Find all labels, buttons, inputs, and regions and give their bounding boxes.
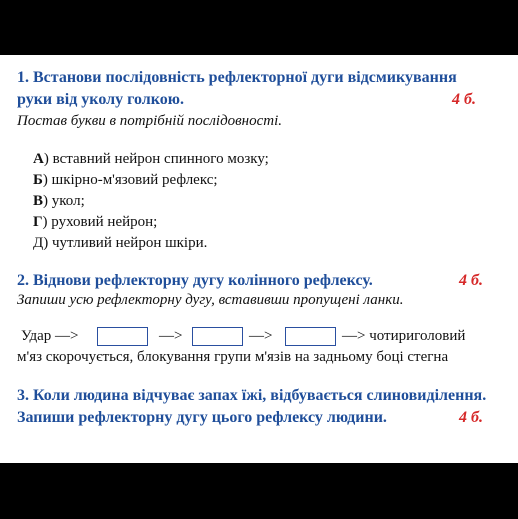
q3-points: 4 б. — [459, 409, 483, 426]
q2-points: 4 б. — [459, 272, 483, 289]
q1-option-d — [33, 235, 207, 252]
answer-box-1[interactable] — [97, 327, 148, 346]
option-letter: В — [33, 193, 44, 209]
q1-option-v — [33, 193, 85, 210]
arrow-1: —> — [159, 328, 183, 344]
q1-instruction: Постав букви в потрібній послідовності. — [17, 113, 283, 129]
option-letter: А — [33, 151, 44, 167]
q1-title-line1: 1. Встанови послідовність рефлекторної дуги відсмикування — [17, 69, 457, 86]
q2-title: 2. Віднови рефлекторну дугу колінного рефлексу. — [17, 272, 373, 289]
option-text: ) шкірно-м'язовий рефлекс; — [42, 172, 218, 188]
q1-option-b — [33, 172, 218, 189]
q2-instruction: Запиши усю рефлекторну дугу, вставивши пропущені ланки. — [17, 292, 404, 308]
q1-points: 4 б. — [452, 91, 476, 108]
option-letter: Д — [33, 235, 44, 251]
answer-box-3[interactable] — [285, 327, 336, 346]
option-text: ) руховий нейрон; — [42, 214, 158, 230]
option-text: ) вставний нейрон спинного мозку; — [43, 151, 269, 167]
q1-option-g — [33, 214, 157, 231]
q1-option-a — [33, 151, 269, 168]
q3-title-line2: Запиши рефлекторну дугу цього рефлексу людини. — [17, 409, 387, 426]
arrow-2: —> — [249, 328, 273, 344]
q2-end-text: —> чотириголовий — [342, 328, 466, 344]
option-letter: Г — [33, 214, 43, 230]
q1-title-line2: руки від уколу голкою. — [17, 91, 184, 108]
option-letter: Б — [33, 172, 43, 188]
worksheet — [0, 55, 518, 463]
q2-start-text: Удар —> — [21, 328, 79, 344]
q2-line2: м'яз скорочується, блокування групи м'язів на задньому боці стегна — [17, 349, 449, 365]
answer-box-2[interactable] — [192, 327, 243, 346]
q3-title-line1: 3. Коли людина відчуває запах їжі, відбувається слиновиділення. — [17, 387, 487, 404]
option-text: ) чутливий нейрон шкіри. — [43, 235, 208, 251]
option-text: ) укол; — [43, 193, 85, 209]
